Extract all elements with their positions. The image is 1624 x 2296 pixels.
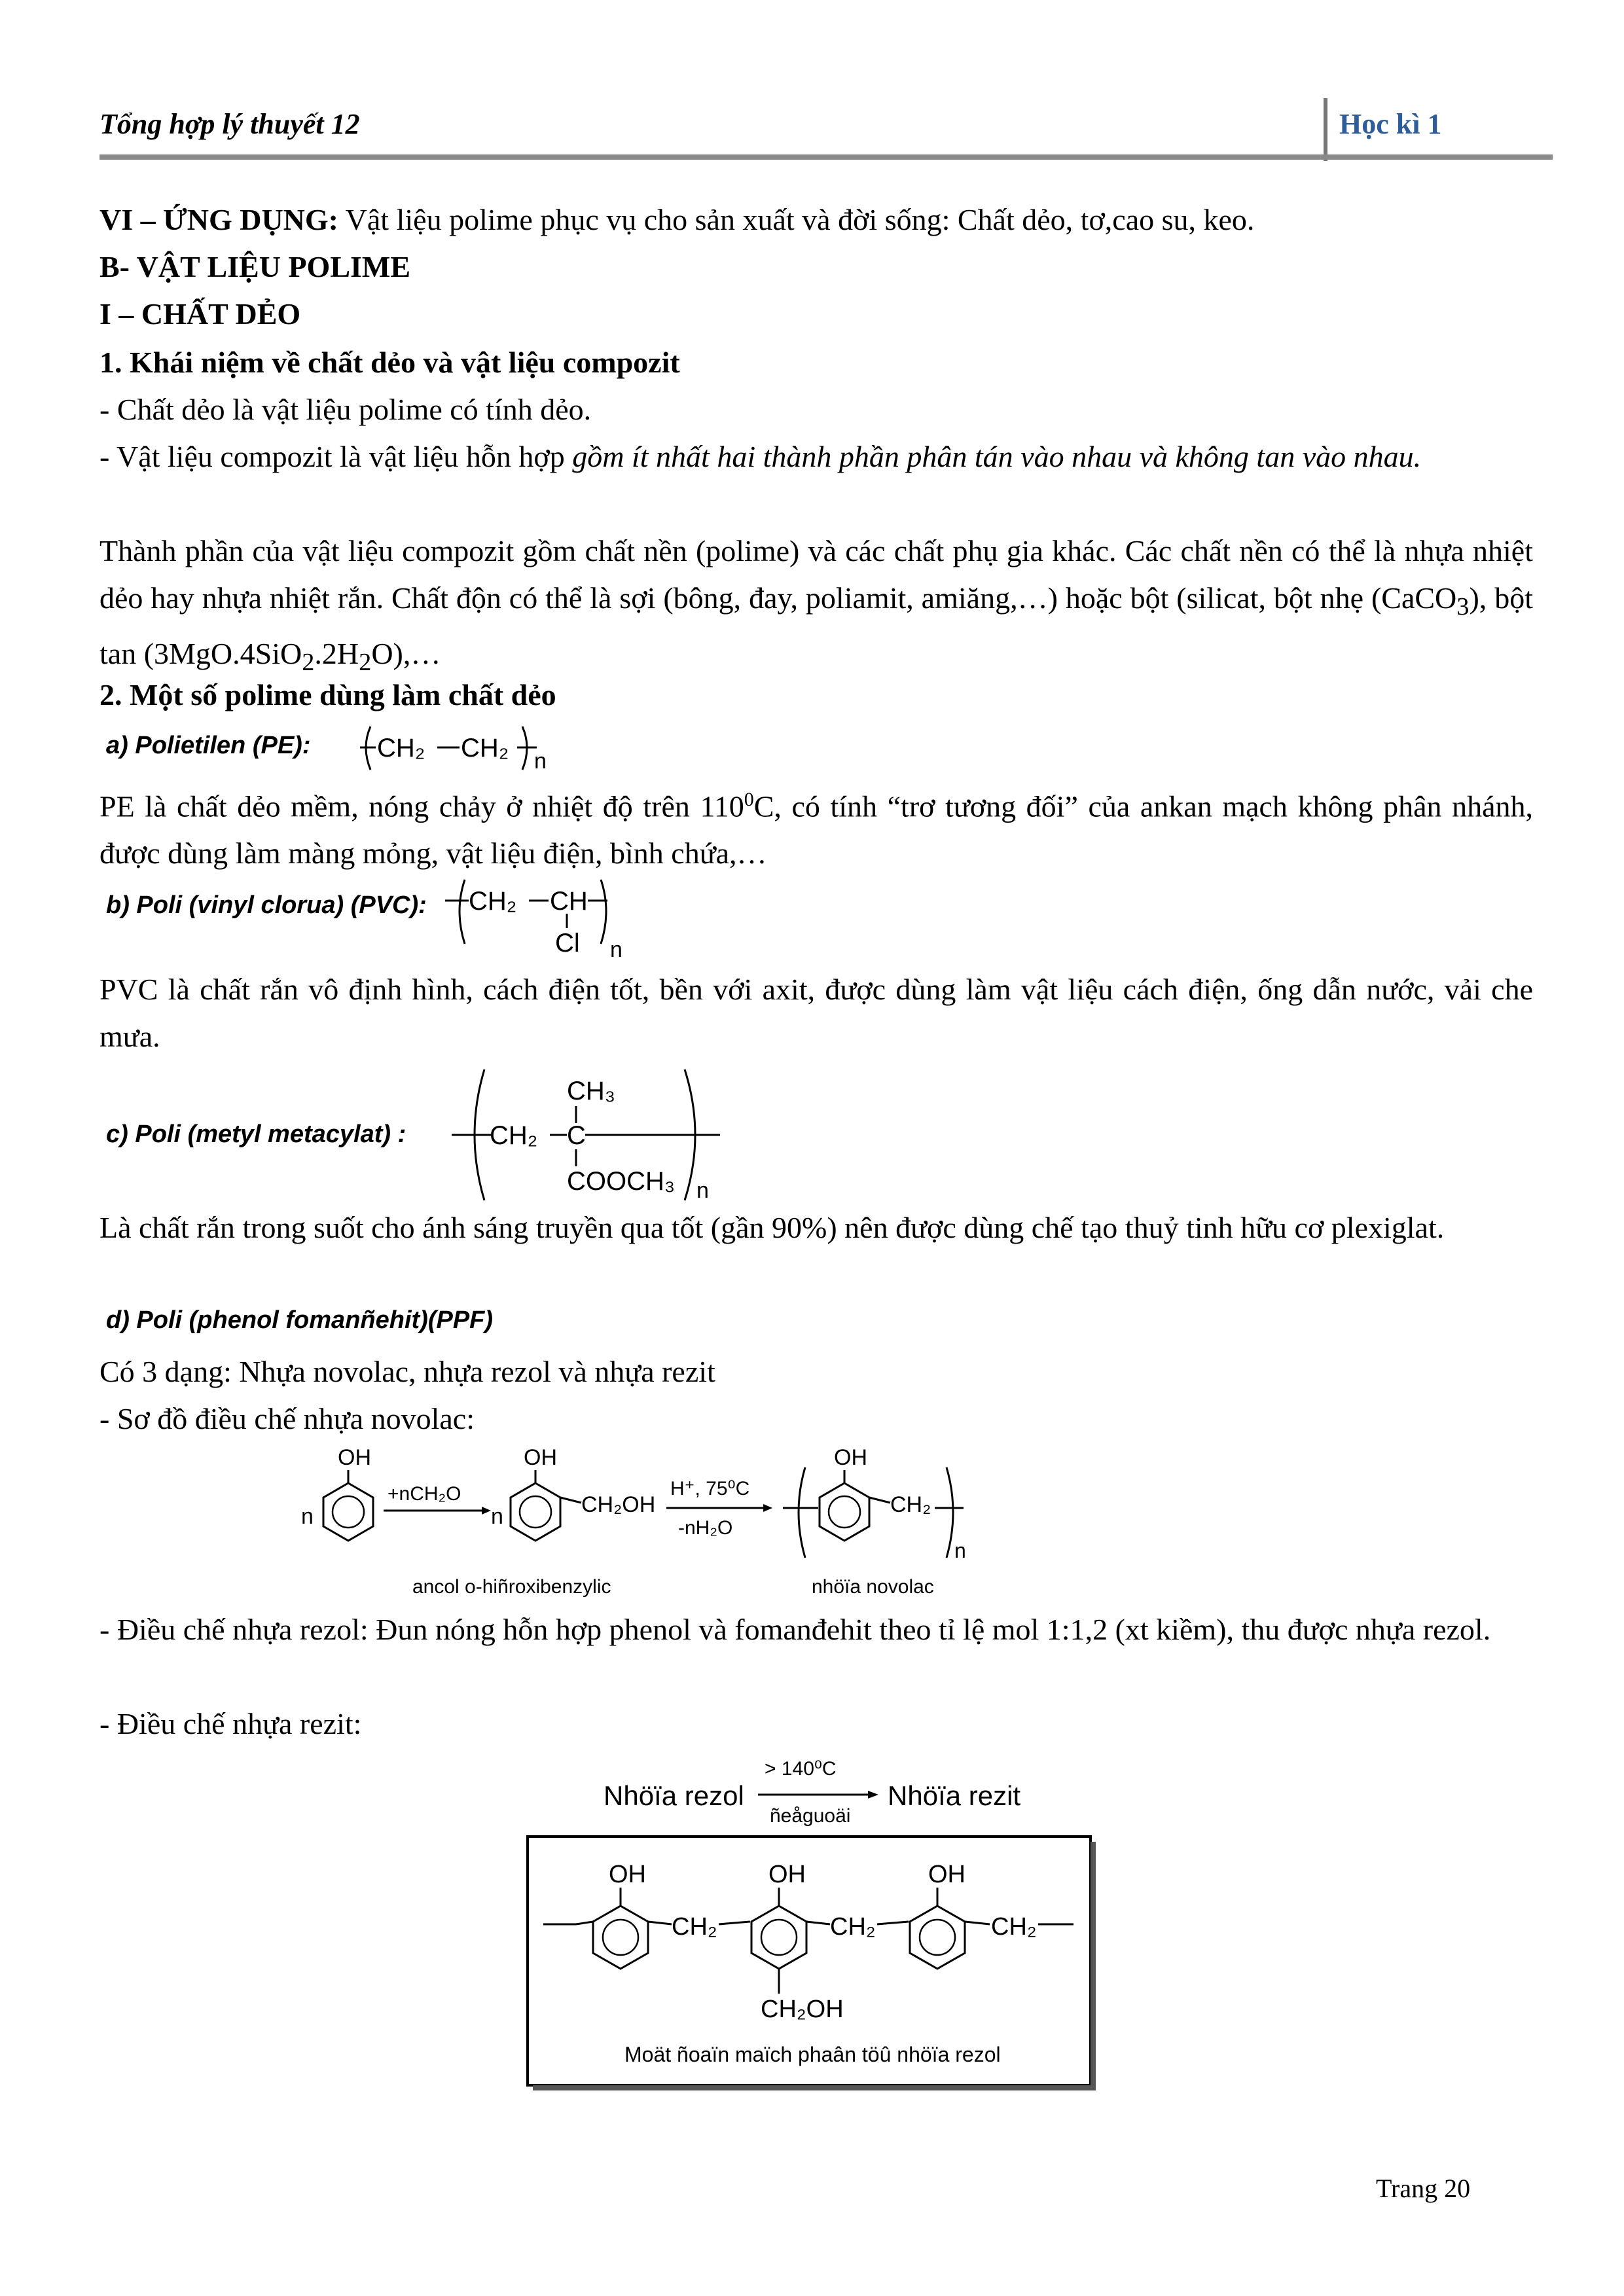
pmm-ch2: CH₂	[490, 1121, 538, 1150]
header-semester: Học kì 1	[1339, 108, 1442, 140]
novolac-oh: OH	[834, 1445, 867, 1470]
pe-desc	[99, 776, 1533, 877]
header-divider	[1324, 98, 1327, 161]
phenol-n: n	[301, 1504, 314, 1529]
rezit-intro: - Điều chế nhựa rezit:	[99, 1707, 362, 1740]
rezit-right: Nhöïa rezit	[888, 1780, 1021, 1811]
section6-line	[99, 202, 1254, 238]
page-number: Trang 20	[1376, 2174, 1471, 2203]
concept-para-a: Thành phần của vật liệu compozit gồm chất nền (polime) và các chất phụ gia khác. Các chất nền có thể là nhựa nhiệt dẻo hay nhựa nhiệt rắn. Chất độn có thể là sợi (bông, đay, poliamit, amiăng,…) hoặc bột (silicat, bột nhẹ (CaCO	[99, 534, 1533, 615]
pmm-ch3: CH₃	[567, 1077, 616, 1105]
section6-text: Vật liệu polime phục vụ cho sản xuất và đời sống: Chất dẻo, tơ,cao su, keo.	[338, 203, 1255, 236]
rezol-ch2-1: CH₂	[672, 1913, 717, 1941]
rezol-ch2-3: CH₂	[991, 1913, 1037, 1941]
pe-ch2-a: CH₂	[377, 734, 425, 762]
polymers-heading: 2. Một số polime dùng làm chất dẻo	[99, 678, 556, 711]
pvc-n: n	[610, 937, 623, 962]
pvc-formula	[445, 870, 655, 969]
pe-desc-sup: 0	[744, 789, 754, 810]
concept-paragraph	[99, 528, 1533, 686]
header-title: Tổng hợp lý thuyết 12	[99, 108, 360, 140]
concept-line2	[99, 433, 1533, 480]
partB-heading: B- VẬT LIỆU POLIME	[99, 250, 411, 283]
concept-para-d: O),…	[371, 637, 441, 671]
novolac-n: n	[954, 1539, 966, 1562]
pvc-label: b) Poli (vinyl clorua) (PVC):	[106, 891, 427, 919]
rezit-left: Nhöïa rezol	[604, 1780, 744, 1811]
reagent1: +nCH₂O	[388, 1483, 461, 1505]
rezol-box	[524, 1833, 1100, 2101]
concept-heading: 1. Khái niệm về chất dẻo và vật liệu compozit	[99, 346, 680, 379]
rezol-oh-3: OH	[928, 1861, 965, 1888]
pmm-n: n	[696, 1178, 709, 1203]
pe-desc-b: C, có tính “trơ tương đối” của ankan mạch không phân nhánh, được dùng làm màng mỏng, vật liệu điện, bình chứa,…	[99, 789, 1533, 870]
pe-ch2-b: CH₂	[461, 734, 509, 762]
header-rule	[99, 154, 1553, 160]
ppf-label: d) Poli (phenol fomanñehit)(PPF)	[106, 1306, 494, 1334]
rezol-caption: Moät ñoaïn maïch phaân töû nhöïa rezol	[624, 2043, 1001, 2066]
pmm-desc: Là chất rắn trong suốt cho ánh sáng truyền qua tốt (gần 90%) nên được dùng chế tạo thuỷ tinh hữu cơ plexiglat.	[99, 1211, 1445, 1244]
pmm-label: c) Poli (metyl metacylat) :	[106, 1121, 406, 1148]
cond-bottom: -nH₂O	[678, 1517, 733, 1539]
concept-line1: - Chất dẻo là vật liệu polime có tính dẻo.	[99, 393, 592, 426]
resol-text: - Điều chế nhựa rezol: Đun nóng hỗn hợp phenol và fomanđehit theo tỉ lệ mol 1:1,2 (xt kiềm), thu được nhựa rezol.	[99, 1613, 1491, 1646]
pmm-c: C	[567, 1121, 586, 1150]
pvc-ch: CH	[550, 887, 588, 916]
concept-para-b: ), bột tan (3MgO.4SiO	[99, 581, 1533, 671]
rezit-cond-top: > 140⁰C	[765, 1758, 837, 1780]
ppf-novolac-intro: - Sơ đồ điều chế nhựa novolac:	[99, 1402, 475, 1435]
rezol-oh-1: OH	[609, 1861, 646, 1888]
section6-heading: VI – ỨNG DỤNG:	[99, 203, 338, 236]
alcohol-n: n	[491, 1504, 503, 1529]
pe-n: n	[534, 749, 547, 774]
rezit-scheme	[589, 1748, 1074, 1839]
alcohol-oh: OH	[524, 1445, 557, 1470]
concept-para-c: .2H	[314, 637, 359, 671]
novolac-ch2: CH₂	[890, 1492, 931, 1517]
pmm-cooch3: COOCH₃	[567, 1167, 676, 1196]
label-novolac: nhöïa novolac	[812, 1576, 934, 1598]
concept-sub-b: 2	[302, 649, 315, 677]
label-alcohol: ancol o-hiñroxibenzylic	[412, 1576, 611, 1598]
novolac-scheme	[288, 1440, 1008, 1610]
concept-sub-c: 2	[359, 649, 372, 677]
pe-formula	[353, 717, 563, 783]
pmm-formula	[452, 1058, 733, 1208]
pvc-cl: Cl	[555, 929, 580, 958]
pe-desc-a: PE là chất dẻo mềm, nóng chảy ở nhiệt độ trên 110	[99, 789, 744, 823]
pvc-ch2: CH₂	[469, 887, 517, 916]
rezit-cond-bottom: ñeåguoäi	[770, 1805, 851, 1827]
alcohol-ch2oh: CH₂OH	[581, 1492, 656, 1517]
phenol-oh: OH	[338, 1445, 371, 1470]
concept-line2-normal: - Vật liệu compozit là vật liệu hỗn hợp	[99, 440, 573, 473]
pe-label: a) Polietilen (PE):	[106, 732, 311, 759]
rezol-ch2-2: CH₂	[830, 1913, 876, 1941]
rezol-oh-2: OH	[768, 1861, 806, 1888]
ppf-forms: Có 3 dạng: Nhựa novolac, nhựa rezol và nhựa rezit	[99, 1355, 715, 1388]
concept-line2-italic: gồm ít nhất hai thành phần phân tán vào nhau và không tan vào nhau.	[572, 440, 1422, 473]
chapter1-heading: I – CHẤT DẺO	[99, 297, 301, 331]
cond-top: H⁺, 75⁰C	[670, 1478, 750, 1499]
rezol-ch2oh: CH₂OH	[761, 1996, 844, 2023]
pvc-desc: PVC là chất rắn vô định hình, cách điện tốt, bền với axit, được dùng làm vật liệu cách điện, ống dẫn nước, vải che mưa.	[99, 973, 1533, 1053]
concept-sub-a: 3	[1456, 593, 1470, 621]
